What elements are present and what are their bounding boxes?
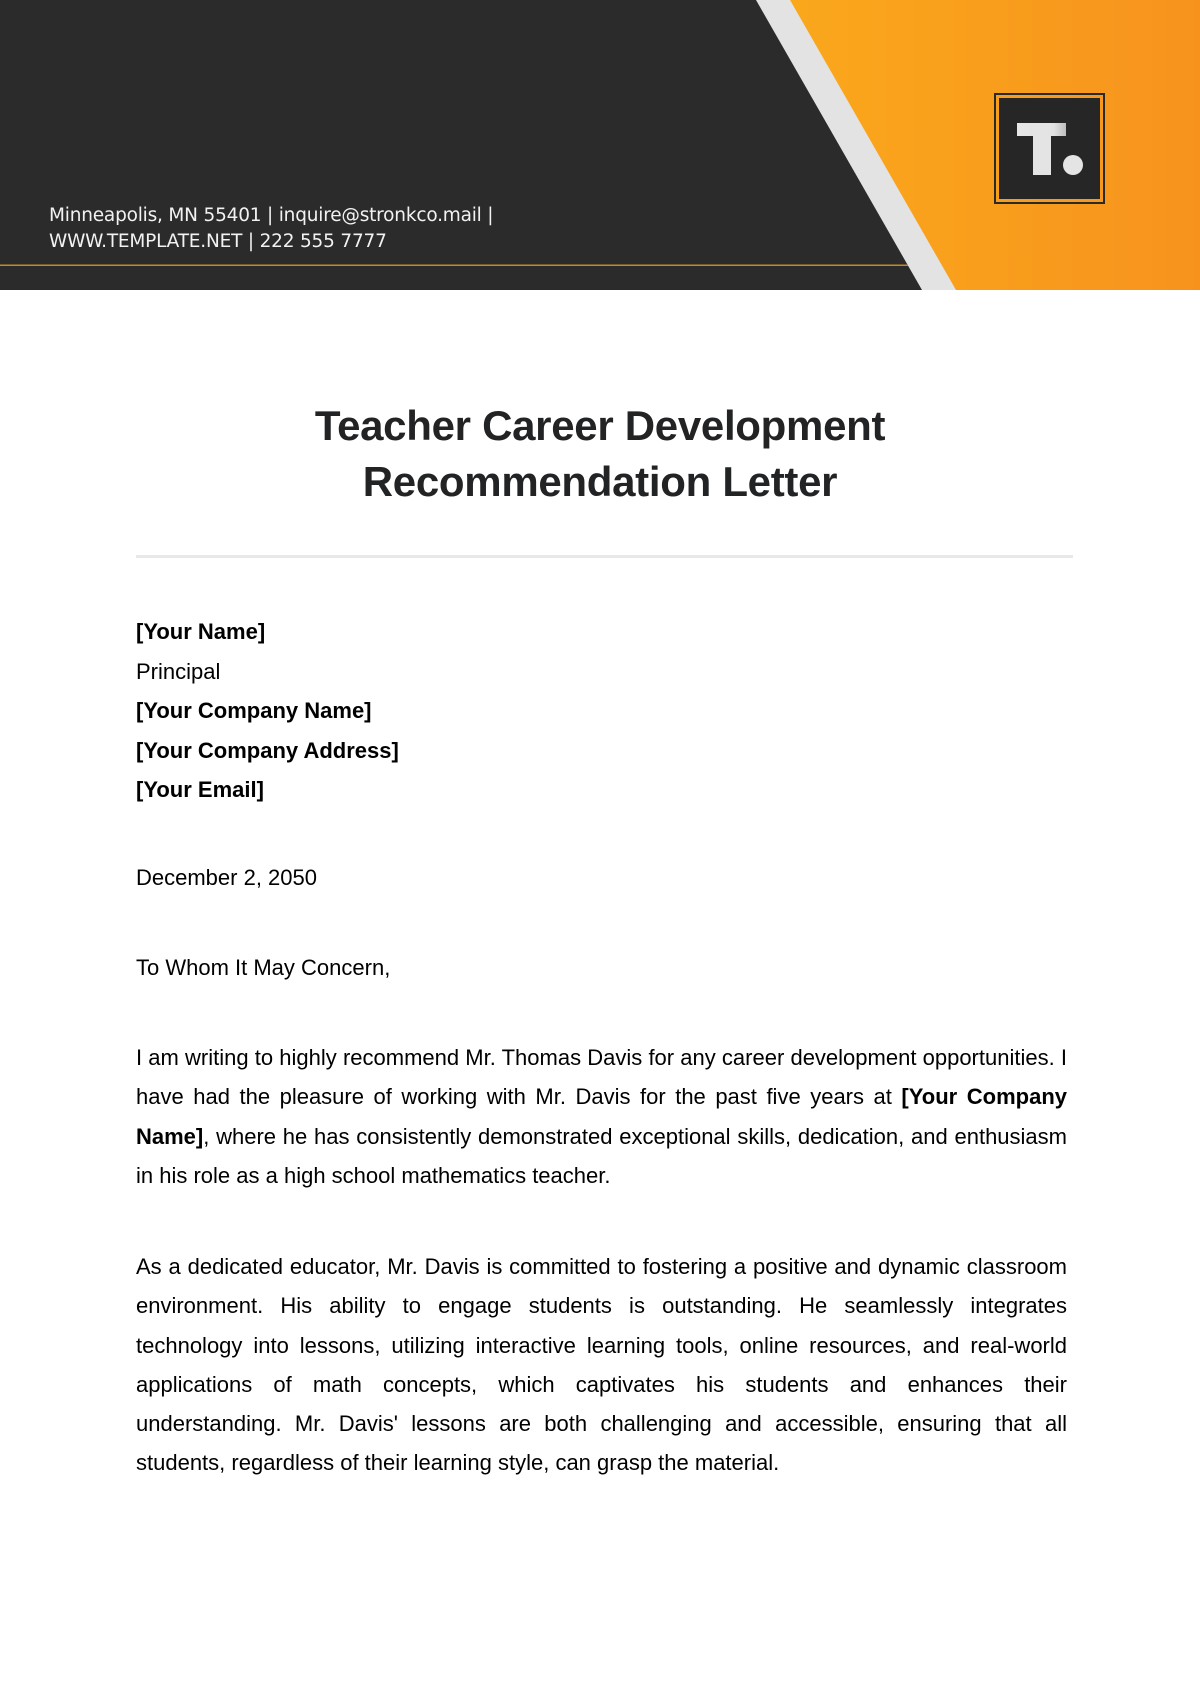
sender-block [136,612,399,810]
page-title [0,398,1200,510]
letter-date: December 2, 2050 [136,865,317,890]
sender-address: [Your Company Address] [136,737,399,763]
contact-line-address-email: Minneapolis, MN 55401 | inquire@stronkco.mail | [49,205,494,226]
sender-position: Principal [136,658,221,684]
body-paragraph-2: As a dedicated educator, Mr. Davis is committed to fostering a positive and dynamic classroom environment. His ability to engage students is outstanding. He seamlessly integrates technology into lessons, utilizing interactive learning tools, online resources, and real-world applications of math concepts, which captivates his students and enhances their understanding. Mr. Davis' lessons are both challenging and accessible, ensuring that all students, regardless of their learning style, can grasp the material. [136,1254,1067,1476]
salutation: To Whom It May Concern, [136,955,391,980]
template-t-logo-icon [999,98,1100,199]
sender-email: [Your Email] [136,777,264,802]
sender-company: [Your Company Name] [136,698,372,723]
body-paragraph-1 [136,1038,1067,1195]
title-line-2: Recommendation Letter [362,458,838,505]
contact-line-website-phone: WWW.TEMPLATE.NET | 222 555 7777 [49,231,387,252]
title-divider [136,555,1073,558]
letterhead-banner [0,0,1200,290]
company-logo [994,93,1105,204]
contact-info [49,203,609,255]
title-line-1: Teacher Career Development [314,402,886,449]
paragraph-1-text-after: , where he has consistently demonstrated exceptional skills, dedication, and enthusiasm in his role as a high school mathematics teacher. [136,1123,1067,1188]
sender-name: [Your Name] [136,619,266,644]
paragraph-1-text-before: I am writing to highly recommend Mr. Thomas Davis for any career development opportunities. I have had the pleasure of working with Mr. Davis for the past five years at [136,1045,1067,1110]
paragraph-1-company-placeholder: [Your Company Name] [136,1084,1067,1149]
